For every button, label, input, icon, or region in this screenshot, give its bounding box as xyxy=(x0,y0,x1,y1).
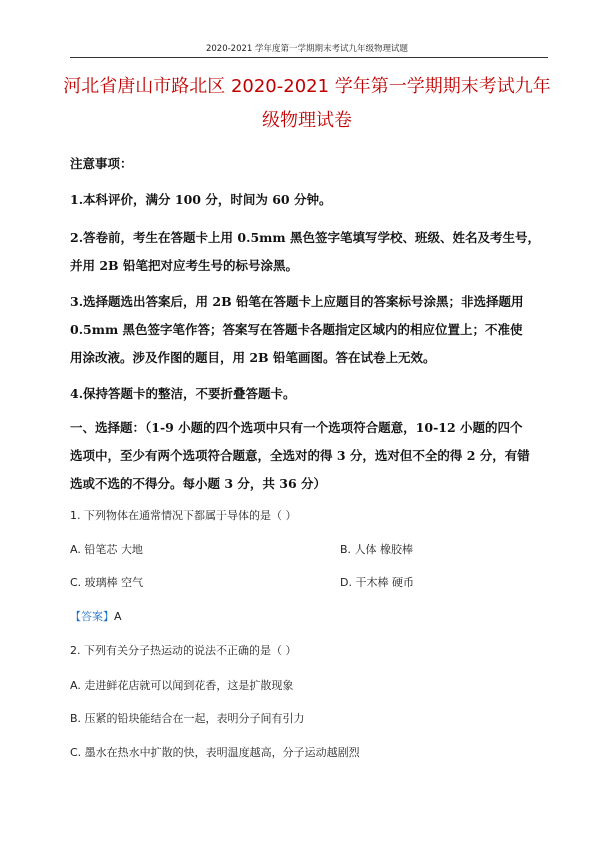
question-1-answer xyxy=(70,608,556,626)
answer-tag: 【答案】 xyxy=(70,610,114,623)
notice-item-3-line-1: 3.选择题选出答案后，用 2B 铅笔在答题卡上应题目的答案标号涂黑；非选择题用 xyxy=(70,294,524,309)
notice-item-3-line-2: 0.5mm 黑色签字笔作答；答案写在答题卡各题指定区域内的相应位置上；不准使 xyxy=(70,322,523,337)
section-1-line-3: 选或不选的不得分。每小题 3 分，共 36 分） xyxy=(70,476,327,491)
question-1-option-b: B. 人体 橡胶棒 xyxy=(340,543,414,556)
section-1-instructions xyxy=(70,414,556,498)
notice-heading: 注意事项： xyxy=(70,156,133,171)
question-2-option-b: B. 压紧的铅块能结合在一起，表明分子间有引力 xyxy=(70,712,305,725)
question-1-option-c: C. 玻璃棒 空气 xyxy=(70,576,144,589)
title-line-2: 级物理试卷 xyxy=(262,110,352,131)
notice-item-2 xyxy=(70,224,556,280)
running-header: 2020-2021 学年度第一学期期末考试九年级物理试题 xyxy=(205,44,409,54)
notice-item-1: 1.本科评价，满分 100 分，时间为 60 分钟。 xyxy=(70,192,332,207)
section-1-line-2: 选项中，至少有两个选项符合题意，全选对的得 3 分，选对但不全的得 2 分，有错 xyxy=(70,448,530,463)
question-2-stem: 2. 下列有关分子热运动的说法不正确的是（ ） xyxy=(70,644,297,657)
page-title xyxy=(60,70,554,138)
header-rule xyxy=(70,57,548,58)
notice-item-2-line-2: 并用 2B 铅笔把对应考生号的标号涂黑。 xyxy=(70,258,298,273)
question-1-stem: 1. 下列物体在通常情况下都属于导体的是（ ） xyxy=(70,509,297,522)
answer-value: A xyxy=(114,610,122,623)
question-1-option-a: A. 铅笔芯 大地 xyxy=(70,543,143,556)
question-2-option-c: C. 墨水在热水中扩散的快，表明温度越高，分子运动越剧烈 xyxy=(70,746,360,759)
notice-item-3-line-3: 用涂改液。涉及作图的题目，用 2B 铅笔画图。答在试卷上无效。 xyxy=(70,350,436,365)
title-line-1: 河北省唐山市路北区 2020-2021 学年第一学期期末考试九年 xyxy=(63,76,551,97)
notice-item-3 xyxy=(70,288,556,372)
section-1-line-1: 一、选择题：（1-9 小题的四个选项中只有一个选项符合题意，10-12 小题的四个 xyxy=(70,420,523,435)
question-1-option-d: D. 干木棒 硬币 xyxy=(340,576,414,589)
question-2-option-a: A. 走进鲜花店就可以闻到花香，这是扩散现象 xyxy=(70,679,294,692)
notice-item-4: 4.保持答题卡的整洁，不要折叠答题卡。 xyxy=(70,386,296,401)
notice-item-2-line-1: 2.答卷前，考生在答题卡上用 0.5mm 黑色签字笔填写学校、班级、姓名及考生号， xyxy=(70,230,540,245)
